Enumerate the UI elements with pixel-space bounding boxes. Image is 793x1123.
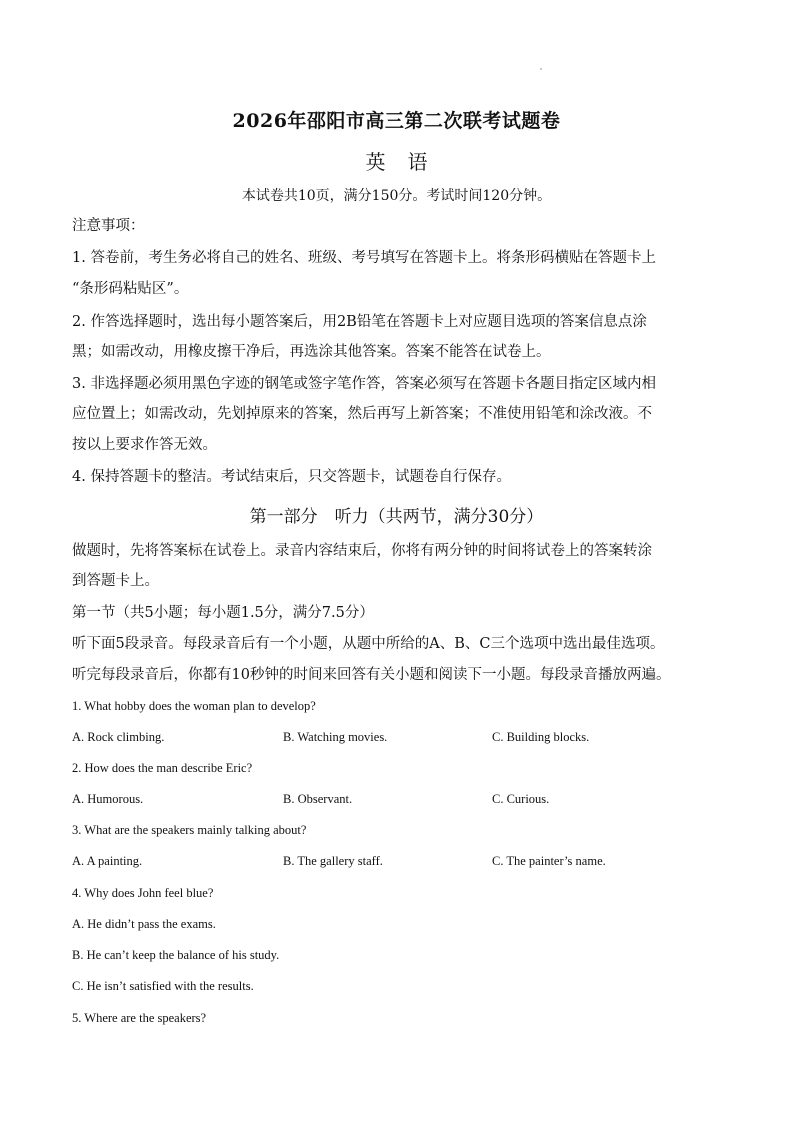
question-option: B. The gallery staff. (283, 854, 383, 868)
question-option: C. Curious. (492, 792, 550, 806)
question-option: C. Building blocks. (492, 730, 590, 744)
question-option: A. Humorous. (72, 792, 144, 806)
question-stem: 4. Why does John feel blue? (72, 886, 214, 900)
question-option: A. Rock climbing. (72, 730, 165, 744)
note-4-line-1: 4. 保持答题卡的整洁。考试结束后，只交答题卡，试题卷自行保存。 (72, 469, 511, 485)
note-2-line-2: 黑；如需改动，用橡皮擦干净后，再选涂其他答案。答案不能答在试卷上。 (72, 344, 551, 360)
note-2-line-1: 2. 作答选择题时，选出每小题答案后，用2B铅笔在答题卡上对应题目选项的答案信息点涂 (72, 314, 647, 330)
note-1-line-2: “条形码粘贴区”。 (72, 281, 189, 297)
notes-heading: 注意事项： (72, 218, 145, 234)
section-1-line-2: 听完每段录音后，你都有10秒钟的时间来回答有关小题和阅读下一小题。每段录音播放两遍。 (72, 667, 671, 683)
question-option: B. Watching movies. (283, 730, 388, 744)
part-1-intro-line-1: 做题时，先将答案标在试卷上。录音内容结束后，你将有两分钟的时间将试卷上的答案转涂 (72, 543, 652, 559)
question-option: B. He can’t keep the balance of his study. (72, 948, 280, 962)
subject-title: 英语 (365, 150, 450, 174)
question-option: A. A painting. (72, 854, 143, 868)
scan-speck (540, 68, 542, 70)
part-1-title: 第一部分 听力（共两节，满分30分） (249, 507, 544, 527)
question-option: A. He didn’t pass the exams. (72, 917, 216, 931)
question-stem: 5. Where are the speakers? (72, 1011, 207, 1025)
question-option: C. He isn’t satisfied with the results. (72, 979, 254, 993)
question-option: B. Observant. (283, 792, 353, 806)
note-3-line-2: 应位置上；如需改动，先划掉原来的答案，然后再写上新答案；不准使用铅笔和涂改液。不 (72, 406, 652, 422)
part-1-intro-line-2: 到答题卡上。 (72, 573, 159, 589)
note-1-line-1: 1. 答卷前，考生务必将自己的姓名、班级、考号填写在答题卡上。将条形码横贴在答题卡上 (72, 250, 656, 266)
question-stem: 1. What hobby does the woman plan to develop? (72, 699, 316, 713)
section-1-line-1: 听下面5段录音。每段录音后有一个小题，从题中所给的A、B、C三个选项中选出最佳选项。 (72, 636, 665, 652)
exam-info: 本试卷共10页，满分150分。考试时间120分钟。 (241, 188, 552, 204)
question-stem: 3. What are the speakers mainly talking about? (72, 823, 307, 837)
section-1-title: 第一节（共5小题；每小题1.5分，满分7.5分） (72, 605, 374, 621)
note-3-line-3: 按以上要求作答无效。 (72, 437, 217, 453)
question-option: C. The painter’s name. (492, 854, 606, 868)
note-3-line-1: 3. 非选择题必须用黑色字迹的钢笔或签字笔作答，答案必须写在答题卡各题目指定区域内相 (72, 376, 656, 392)
exam-title: 2026年邵阳市高三第二次联考试题卷 (232, 110, 561, 132)
question-stem: 2. How does the man describe Eric? (72, 761, 253, 775)
